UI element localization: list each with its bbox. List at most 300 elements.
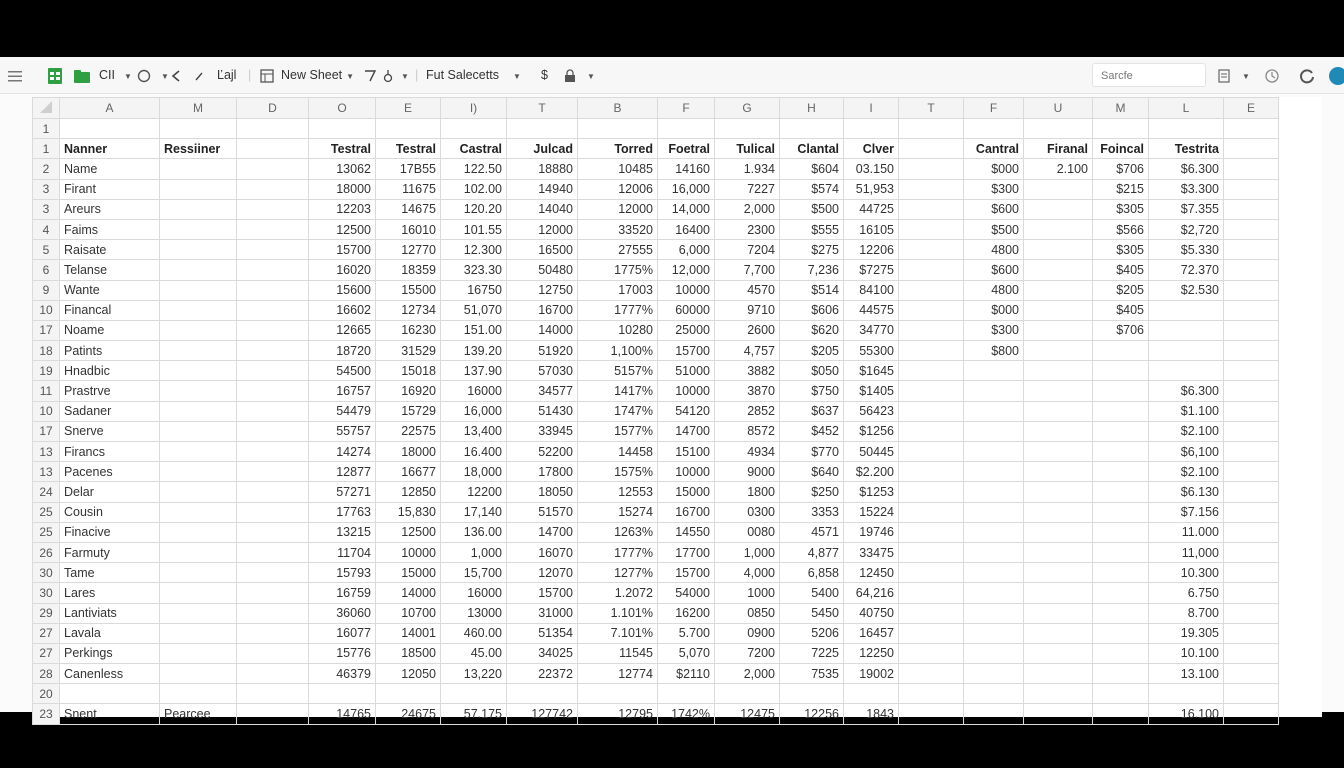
grid-cell[interactable]: 12203: [309, 199, 376, 219]
grid-cell[interactable]: [1024, 684, 1093, 704]
grid-cell[interactable]: 16,000: [658, 179, 715, 199]
grid-cell[interactable]: 9000: [715, 462, 780, 482]
grid-cell[interactable]: 22575: [376, 421, 441, 441]
grid-cell[interactable]: $620: [780, 320, 844, 340]
grid-cell[interactable]: 5206: [780, 623, 844, 643]
grid-cell[interactable]: [160, 664, 237, 684]
grid-cell[interactable]: [1224, 401, 1279, 421]
grid-cell[interactable]: [1024, 401, 1093, 421]
grid-cell[interactable]: 15729: [376, 401, 441, 421]
grid-cell[interactable]: [160, 240, 237, 260]
grid-cell[interactable]: 7.101%: [578, 623, 658, 643]
grid-cell[interactable]: 4934: [715, 442, 780, 462]
grid-cell[interactable]: [899, 401, 964, 421]
grid-cell[interactable]: 6,000: [658, 240, 715, 260]
grid-cell[interactable]: [160, 401, 237, 421]
grid-cell[interactable]: $750: [780, 381, 844, 401]
grid-cell[interactable]: [237, 381, 309, 401]
grid-cell[interactable]: [1224, 421, 1279, 441]
grid-cell[interactable]: 13,400: [441, 421, 507, 441]
grid-cell[interactable]: [1024, 623, 1093, 643]
grid-cell[interactable]: [160, 199, 237, 219]
grid-cell[interactable]: 12,000: [658, 260, 715, 280]
column-header[interactable]: F: [964, 98, 1024, 119]
grid-cell[interactable]: [60, 684, 160, 704]
grid-cell[interactable]: $6.300: [1149, 159, 1224, 179]
grid-cell[interactable]: [899, 179, 964, 199]
grid-cell[interactable]: $300: [964, 179, 1024, 199]
grid-cell[interactable]: 1.101%: [578, 603, 658, 623]
grid-cell[interactable]: 122.50: [441, 159, 507, 179]
grid-cell[interactable]: 12774: [578, 664, 658, 684]
grid-cell[interactable]: [1093, 583, 1149, 603]
grid-cell[interactable]: [1149, 341, 1224, 361]
grid-cell[interactable]: 136.00: [441, 522, 507, 542]
grid-cell[interactable]: [237, 563, 309, 583]
grid-cell[interactable]: $6.300: [1149, 381, 1224, 401]
grid-cell[interactable]: [1024, 199, 1093, 219]
grid-cell[interactable]: Cantral: [964, 139, 1024, 159]
dropdown-icon[interactable]: ▼: [124, 72, 132, 81]
grid-cell[interactable]: [1093, 119, 1149, 139]
grid-cell[interactable]: 34577: [507, 381, 578, 401]
grid-cell[interactable]: 1,000: [441, 542, 507, 562]
search-input[interactable]: Sarcfe: [1092, 63, 1206, 87]
grid-cell[interactable]: [1224, 623, 1279, 643]
grid-cell[interactable]: $7.355: [1149, 199, 1224, 219]
grid-cell[interactable]: Testrita: [1149, 139, 1224, 159]
grid-cell[interactable]: 16750: [441, 280, 507, 300]
grid-cell[interactable]: 17800: [507, 462, 578, 482]
grid-cell[interactable]: $600: [964, 260, 1024, 280]
grid-cell[interactable]: $2.100: [1149, 421, 1224, 441]
grid-cell[interactable]: Lantiviats: [60, 603, 160, 623]
grid-cell[interactable]: [1149, 300, 1224, 320]
grid-cell[interactable]: [1224, 219, 1279, 239]
grid-cell[interactable]: [1024, 563, 1093, 583]
grid-cell[interactable]: [899, 280, 964, 300]
grid-cell[interactable]: 12006: [578, 179, 658, 199]
grid-cell[interactable]: [1224, 643, 1279, 663]
grid-cell[interactable]: 13062: [309, 159, 376, 179]
grid-cell[interactable]: [899, 361, 964, 381]
grid-cell[interactable]: 27555: [578, 240, 658, 260]
row-header[interactable]: 3: [33, 179, 60, 199]
grid-cell[interactable]: Pearcee: [160, 704, 237, 724]
grid-cell[interactable]: Firanal: [1024, 139, 1093, 159]
grid-cell[interactable]: [160, 522, 237, 542]
grid-cell[interactable]: [237, 522, 309, 542]
grid-cell[interactable]: 44725: [844, 199, 899, 219]
grid-cell[interactable]: 16077: [309, 623, 376, 643]
grid-cell[interactable]: [1024, 542, 1093, 562]
row-header[interactable]: 13: [33, 442, 60, 462]
grid-cell[interactable]: 2600: [715, 320, 780, 340]
grid-cell[interactable]: 51570: [507, 502, 578, 522]
grid-cell[interactable]: Tulical: [715, 139, 780, 159]
grid-cell[interactable]: [1024, 240, 1093, 260]
grid-cell[interactable]: $300: [964, 320, 1024, 340]
grid-cell[interactable]: 54479: [309, 401, 376, 421]
row-header[interactable]: 2: [33, 159, 60, 179]
grid-cell[interactable]: 15700: [309, 240, 376, 260]
grid-cell[interactable]: 15,700: [441, 563, 507, 583]
grid-cell[interactable]: [376, 684, 441, 704]
grid-cell[interactable]: $706: [1093, 159, 1149, 179]
grid-cell[interactable]: 0850: [715, 603, 780, 623]
grid-cell[interactable]: 4,877: [780, 542, 844, 562]
grid-cell[interactable]: 24675: [376, 704, 441, 724]
grid-cell[interactable]: [899, 119, 964, 139]
grid-cell[interactable]: [1224, 462, 1279, 482]
dropdown-icon[interactable]: ▼: [161, 72, 169, 81]
grid-cell[interactable]: [1093, 542, 1149, 562]
grid-cell[interactable]: 64,216: [844, 583, 899, 603]
grid-cell[interactable]: [1149, 320, 1224, 340]
grid-cell[interactable]: $205: [780, 341, 844, 361]
grid-cell[interactable]: 1843: [844, 704, 899, 724]
grid-cell[interactable]: 15700: [658, 341, 715, 361]
grid-cell[interactable]: [1024, 300, 1093, 320]
grid-cell[interactable]: [507, 684, 578, 704]
grid-cell[interactable]: [964, 421, 1024, 441]
grid-cell[interactable]: 12475: [715, 704, 780, 724]
grid-cell[interactable]: 16.100: [1149, 704, 1224, 724]
grid-cell[interactable]: 6.750: [1149, 583, 1224, 603]
grid-cell[interactable]: 16602: [309, 300, 376, 320]
grid-cell[interactable]: [899, 199, 964, 219]
grid-cell[interactable]: 18880: [507, 159, 578, 179]
grid-cell[interactable]: $000: [964, 159, 1024, 179]
column-header[interactable]: E: [1224, 98, 1279, 119]
grid-cell[interactable]: [1093, 502, 1149, 522]
grid-cell[interactable]: [441, 119, 507, 139]
grid-cell[interactable]: 18359: [376, 260, 441, 280]
grid-cell[interactable]: 13,220: [441, 664, 507, 684]
grid-cell[interactable]: $2.100: [1149, 462, 1224, 482]
dropdown-icon[interactable]: ▼: [1242, 72, 1250, 81]
grid-cell[interactable]: 12770: [376, 240, 441, 260]
grid-cell[interactable]: Snerve: [60, 421, 160, 441]
grid-cell[interactable]: [899, 664, 964, 684]
grid-cell[interactable]: 120.20: [441, 199, 507, 219]
grid-cell[interactable]: 13215: [309, 522, 376, 542]
grid-cell[interactable]: 18720: [309, 341, 376, 361]
grid-cell[interactable]: 14000: [507, 320, 578, 340]
grid-cell[interactable]: $1405: [844, 381, 899, 401]
grid-cell[interactable]: [899, 563, 964, 583]
grid-cell[interactable]: [899, 260, 964, 280]
grid-cell[interactable]: 16020: [309, 260, 376, 280]
grid-cell[interactable]: 12450: [844, 563, 899, 583]
grid-cell[interactable]: [160, 563, 237, 583]
grid-cell[interactable]: [160, 119, 237, 139]
grid-cell[interactable]: [1149, 361, 1224, 381]
grid-cell[interactable]: Torred: [578, 139, 658, 159]
grid-cell[interactable]: 12000: [507, 219, 578, 239]
grid-cell[interactable]: Snent: [60, 704, 160, 724]
grid-cell[interactable]: [237, 462, 309, 482]
grid-cell[interactable]: [1024, 280, 1093, 300]
grid-cell[interactable]: [780, 119, 844, 139]
grid-cell[interactable]: 15700: [658, 563, 715, 583]
grid-cell[interactable]: 16700: [507, 300, 578, 320]
grid-cell[interactable]: [237, 502, 309, 522]
grid-cell[interactable]: [1024, 643, 1093, 663]
grid-cell[interactable]: 16700: [658, 502, 715, 522]
grid-cell[interactable]: 17,140: [441, 502, 507, 522]
grid-cell[interactable]: [160, 482, 237, 502]
grid-cell[interactable]: 19002: [844, 664, 899, 684]
grid-cell[interactable]: 46379: [309, 664, 376, 684]
grid-cell[interactable]: $640: [780, 462, 844, 482]
grid-cell[interactable]: [1224, 240, 1279, 260]
grid-cell[interactable]: [1224, 664, 1279, 684]
grid-cell[interactable]: $770: [780, 442, 844, 462]
row-header[interactable]: 25: [33, 522, 60, 542]
grid-cell[interactable]: Cousin: [60, 502, 160, 522]
grid-cell[interactable]: 16,000: [441, 401, 507, 421]
grid-cell[interactable]: Prastrve: [60, 381, 160, 401]
grid-cell[interactable]: 54500: [309, 361, 376, 381]
grid-cell[interactable]: [1224, 684, 1279, 704]
grid-cell[interactable]: 14040: [507, 199, 578, 219]
grid-cell[interactable]: $405: [1093, 260, 1149, 280]
grid-cell[interactable]: 0300: [715, 502, 780, 522]
row-header[interactable]: 27: [33, 623, 60, 643]
column-header[interactable]: G: [715, 98, 780, 119]
grid-cell[interactable]: 17003: [578, 280, 658, 300]
grid-cell[interactable]: [1093, 401, 1149, 421]
grid-cell[interactable]: $305: [1093, 199, 1149, 219]
grid-cell[interactable]: [715, 119, 780, 139]
grid-cell[interactable]: Farmuty: [60, 542, 160, 562]
grid-cell[interactable]: $1645: [844, 361, 899, 381]
grid-cell[interactable]: [964, 664, 1024, 684]
grid-cell[interactable]: 16400: [658, 219, 715, 239]
grid-cell[interactable]: [237, 664, 309, 684]
grid-cell[interactable]: [1224, 199, 1279, 219]
grid-cell[interactable]: 10000: [376, 542, 441, 562]
grid-cell[interactable]: [160, 502, 237, 522]
grid-cell[interactable]: 10700: [376, 603, 441, 623]
grid-cell[interactable]: 6,858: [780, 563, 844, 583]
grid-cell[interactable]: $574: [780, 179, 844, 199]
grid-cell[interactable]: [899, 219, 964, 239]
grid-cell[interactable]: 12250: [844, 643, 899, 663]
grid-cell[interactable]: 1575%: [578, 462, 658, 482]
grid-cell[interactable]: $7.156: [1149, 502, 1224, 522]
grid-cell[interactable]: $604: [780, 159, 844, 179]
grid-cell[interactable]: 18500: [376, 643, 441, 663]
grid-cell[interactable]: Delar: [60, 482, 160, 502]
grid-cell[interactable]: [1024, 462, 1093, 482]
grid-cell[interactable]: [899, 542, 964, 562]
grid-cell[interactable]: 323.30: [441, 260, 507, 280]
grid-cell[interactable]: Clver: [844, 139, 899, 159]
grid-cell[interactable]: [309, 684, 376, 704]
grid-cell[interactable]: $6,100: [1149, 442, 1224, 462]
grid-cell[interactable]: [899, 300, 964, 320]
grid-cell[interactable]: 16105: [844, 219, 899, 239]
grid-cell[interactable]: 12206: [844, 240, 899, 260]
grid-cell[interactable]: [237, 240, 309, 260]
grid-cell[interactable]: 16920: [376, 381, 441, 401]
grid-cell[interactable]: Foetral: [658, 139, 715, 159]
sheet-icon[interactable]: [260, 63, 274, 87]
grid-cell[interactable]: [899, 341, 964, 361]
grid-cell[interactable]: [441, 684, 507, 704]
grid-cell[interactable]: 1747%: [578, 401, 658, 421]
grid-cell[interactable]: $2.530: [1149, 280, 1224, 300]
grid-cell[interactable]: 7,236: [780, 260, 844, 280]
grid-cell[interactable]: [1224, 522, 1279, 542]
grid-cell[interactable]: [1224, 341, 1279, 361]
grid-cell[interactable]: [1224, 159, 1279, 179]
grid-cell[interactable]: $305: [1093, 240, 1149, 260]
grid-cell[interactable]: 10000: [658, 462, 715, 482]
grid-cell[interactable]: 45.00: [441, 643, 507, 663]
grid-cell[interactable]: Firancs: [60, 442, 160, 462]
grid-cell[interactable]: 7204: [715, 240, 780, 260]
grid-cell[interactable]: [899, 684, 964, 704]
data-table[interactable]: [32, 97, 1279, 725]
grid-cell[interactable]: $1256: [844, 421, 899, 441]
grid-cell[interactable]: [160, 179, 237, 199]
grid-cell[interactable]: [899, 603, 964, 623]
grid-cell[interactable]: $050: [780, 361, 844, 381]
grid-cell[interactable]: 127742: [507, 704, 578, 724]
grid-cell[interactable]: [160, 381, 237, 401]
grid-cell[interactable]: [899, 462, 964, 482]
grid-cell[interactable]: [1024, 664, 1093, 684]
grid-cell[interactable]: [1093, 522, 1149, 542]
grid-cell[interactable]: 5400: [780, 583, 844, 603]
grid-cell[interactable]: [237, 482, 309, 502]
grid-cell[interactable]: $275: [780, 240, 844, 260]
grid-cell[interactable]: 52200: [507, 442, 578, 462]
grid-cell[interactable]: $637: [780, 401, 844, 421]
grid-cell[interactable]: 1742%: [658, 704, 715, 724]
grid-cell[interactable]: [160, 300, 237, 320]
grid-cell[interactable]: [160, 684, 237, 704]
row-header[interactable]: 11: [33, 381, 60, 401]
grid-cell[interactable]: [160, 320, 237, 340]
grid-cell[interactable]: Financal: [60, 300, 160, 320]
grid-cell[interactable]: [160, 421, 237, 441]
grid-cell[interactable]: $452: [780, 421, 844, 441]
grid-cell[interactable]: 03.150: [844, 159, 899, 179]
grid-cell[interactable]: [899, 139, 964, 159]
select-all-corner[interactable]: [33, 98, 60, 119]
grid-cell[interactable]: [1024, 502, 1093, 522]
grid-cell[interactable]: [899, 320, 964, 340]
dropdown-icon[interactable]: ▼: [401, 72, 409, 81]
grid-cell[interactable]: 57030: [507, 361, 578, 381]
grid-cell[interactable]: 7,700: [715, 260, 780, 280]
grid-cell[interactable]: 15224: [844, 502, 899, 522]
row-header[interactable]: 17: [33, 421, 60, 441]
grid-cell[interactable]: [1224, 361, 1279, 381]
grid-cell[interactable]: Firant: [60, 179, 160, 199]
grid-cell[interactable]: $1.100: [1149, 401, 1224, 421]
column-header[interactable]: I: [844, 98, 899, 119]
column-header[interactable]: U: [1024, 98, 1093, 119]
grid-cell[interactable]: [237, 341, 309, 361]
row-header[interactable]: 20: [33, 684, 60, 704]
grid-cell[interactable]: [658, 119, 715, 139]
grid-cell[interactable]: [1224, 179, 1279, 199]
grid-cell[interactable]: [237, 542, 309, 562]
row-header[interactable]: 23: [33, 704, 60, 724]
grid-cell[interactable]: 10280: [578, 320, 658, 340]
grid-cell[interactable]: 14000: [376, 583, 441, 603]
grid-cell[interactable]: [160, 159, 237, 179]
grid-cell[interactable]: [1224, 320, 1279, 340]
grid-cell[interactable]: 33520: [578, 219, 658, 239]
grid-cell[interactable]: 18000: [309, 179, 376, 199]
row-header[interactable]: 10: [33, 401, 60, 421]
grid-cell[interactable]: Canenless: [60, 664, 160, 684]
grid-cell[interactable]: [1093, 603, 1149, 623]
grid-cell[interactable]: 17763: [309, 502, 376, 522]
grid-cell[interactable]: [160, 280, 237, 300]
grid-cell[interactable]: [237, 219, 309, 239]
grid-cell[interactable]: 54120: [658, 401, 715, 421]
grid-cell[interactable]: 5450: [780, 603, 844, 623]
grid-cell[interactable]: 16.400: [441, 442, 507, 462]
grid-cell[interactable]: [899, 421, 964, 441]
grid-cell[interactable]: [160, 542, 237, 562]
new-sheet-button[interactable]: [281, 63, 354, 87]
grid-cell[interactable]: [899, 502, 964, 522]
column-header[interactable]: D: [237, 98, 309, 119]
grid-cell[interactable]: [237, 684, 309, 704]
grid-cell[interactable]: $215: [1093, 179, 1149, 199]
column-header[interactable]: O: [309, 98, 376, 119]
grid-cell[interactable]: [1224, 381, 1279, 401]
grid-cell[interactable]: Finacive: [60, 522, 160, 542]
column-header[interactable]: B: [578, 98, 658, 119]
grid-cell[interactable]: [237, 300, 309, 320]
grid-cell[interactable]: [899, 704, 964, 724]
column-header[interactable]: M: [160, 98, 237, 119]
grid-cell[interactable]: $2110: [658, 664, 715, 684]
grid-cell[interactable]: [1024, 219, 1093, 239]
grid-cell[interactable]: [237, 199, 309, 219]
grid-cell[interactable]: Telanse: [60, 260, 160, 280]
undo-circle-icon[interactable]: [137, 63, 151, 87]
grid-cell[interactable]: 17700: [658, 542, 715, 562]
grid-cell[interactable]: 12.300: [441, 240, 507, 260]
grid-cell[interactable]: [160, 361, 237, 381]
grid-cell[interactable]: $800: [964, 341, 1024, 361]
grid-cell[interactable]: [899, 240, 964, 260]
grid-cell[interactable]: 1277%: [578, 563, 658, 583]
pencil-icon[interactable]: [194, 63, 204, 87]
grid-cell[interactable]: 11704: [309, 542, 376, 562]
grid-cell[interactable]: [309, 119, 376, 139]
grid-cell[interactable]: 2300: [715, 219, 780, 239]
grid-cell[interactable]: [844, 684, 899, 704]
grid-cell[interactable]: [1024, 704, 1093, 724]
grid-cell[interactable]: 51354: [507, 623, 578, 643]
row-header[interactable]: 25: [33, 502, 60, 522]
grid-cell[interactable]: 14160: [658, 159, 715, 179]
grid-cell[interactable]: 5.700: [658, 623, 715, 643]
grid-cell[interactable]: 57271: [309, 482, 376, 502]
grid-cell[interactable]: 11545: [578, 643, 658, 663]
